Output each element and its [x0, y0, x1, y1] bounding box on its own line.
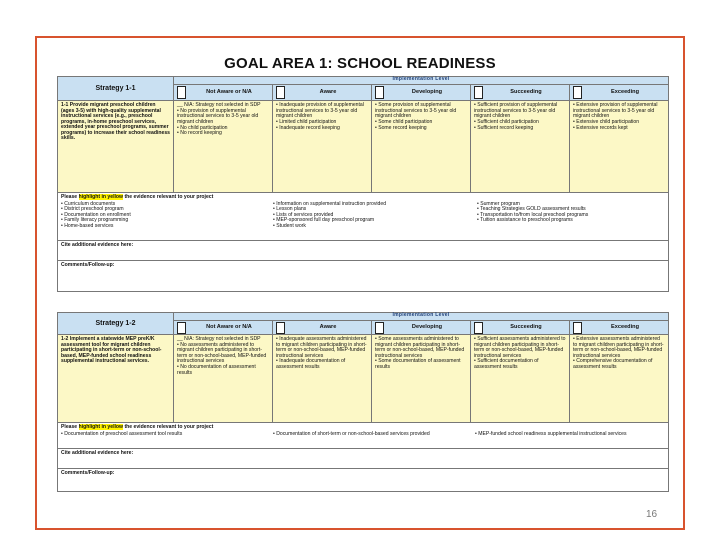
- comments-field[interactable]: Comments/Follow-up:: [61, 262, 115, 268]
- strategy-label: Strategy 1-1: [58, 77, 174, 100]
- rubric-developing: • Some provision of supplemental instructional services to 3-5 year old migrant children • Some child participation • Some record keeping: [372, 101, 471, 192]
- rubric-developing: • Some assessments administered to migrant children participating in short-term or non-school-based, MEP-funded instructional services • Some documentation of assessment results: [372, 335, 471, 422]
- checkbox-icon[interactable]: [573, 322, 582, 334]
- rubric-row: [58, 335, 668, 423]
- strategy-description: 1-1 Provide migrant preschool children (ages 3-5) with high-quality supplemental instructional services (e.g., preschool programs, in-home preschool services, extended year preschool programs, summer programs) to increase their school readiness skills.: [58, 101, 174, 192]
- evidence-instruction: Please highlight in yellow the evidence relevant to your project: [61, 424, 214, 430]
- comments-field[interactable]: Comments/Follow-up:: [61, 470, 115, 476]
- checkbox-icon[interactable]: [474, 86, 483, 99]
- level-aware[interactable]: Aware: [273, 85, 372, 100]
- strategy-description: 1-2 Implement a statewide MEP preK/K assessment tool for migrant children participating in short-term or non-school-based, MEP-funded school readiness supplemental instructional services.: [58, 335, 174, 422]
- rubric-not-aware: __ N/A: Strategy not selected in SDP • No provision of supplemental instructional services to 3-5 year old migrant children • No child participation • No record keeping: [174, 101, 273, 192]
- evidence-instruction: Please highlight in yellow the evidence relevant to your project: [61, 194, 214, 200]
- checkbox-icon[interactable]: [573, 86, 582, 99]
- cite-evidence-field[interactable]: Cite additional evidence here:: [58, 241, 668, 261]
- level-not-aware[interactable]: Not Aware or N/A: [174, 321, 273, 334]
- table-header: [58, 77, 668, 101]
- rubric-aware: • Inadequate provision of supplemental instructional services to 3-5 year old migrant children • Limited child participation • Inadequate record keeping: [273, 101, 372, 192]
- rubric-not-aware: __ N/A: Strategy not selected in SDP • No assessments administered to migrant children participating in short-term or non-school-based, MEP-funded instructional services • No documentation of assessment results: [174, 335, 273, 422]
- level-not-aware[interactable]: Not Aware or N/A: [174, 85, 273, 100]
- rubric-exceeding: • Extensive provision of supplemental instructional services to 3-5 year old migrant children • Extensive child participation • Extensive records kept: [573, 102, 658, 131]
- level-developing[interactable]: Developing: [372, 321, 471, 334]
- level-developing[interactable]: Developing: [372, 85, 471, 100]
- evidence-column[interactable]: • Curriculum documents • District preschool program • Documentation on enrollment • Family literacy programming • Home-based services: [61, 200, 131, 229]
- level-aware[interactable]: Aware: [273, 321, 372, 334]
- checkbox-icon[interactable]: [375, 86, 384, 99]
- table-header: [58, 313, 668, 335]
- strategy-1-1-table: [57, 76, 669, 292]
- level-succeeding[interactable]: Succeeding: [471, 85, 570, 100]
- evidence-section: [58, 423, 668, 449]
- checkbox-icon[interactable]: [474, 322, 483, 334]
- rubric-exceeding: • Extensive assessments administered to migrant children participating in short-term or non-school-based, MEP-funded instructional services • Comprehensive documentation of assessment results: [573, 336, 664, 370]
- level-succeeding[interactable]: Succeeding: [471, 321, 570, 334]
- strategy-1-2-table: [57, 312, 669, 492]
- checkbox-icon[interactable]: [177, 86, 186, 99]
- cite-evidence-field[interactable]: Cite additional evidence here:: [58, 449, 668, 469]
- evidence-column[interactable]: • Summer program • Teaching Strategies GOLD assessment results • Transportation to/from local preschool programs • Tuition assistance to preschool programs: [477, 200, 589, 223]
- evidence-column[interactable]: • MEP-funded school readiness supplemental instructional services: [475, 430, 627, 437]
- level-exceeding[interactable]: Exceeding: [570, 321, 668, 334]
- rubric-succeeding: • Sufficient provision of supplemental instructional services to 3-5 year old migrant children • Sufficient child participation • Sufficient record keeping: [471, 101, 570, 192]
- implementation-level-label: Implementation Level: [174, 313, 668, 321]
- evidence-column[interactable]: • Documentation of preschool assessment tool results: [61, 430, 183, 437]
- rubric-succeeding: • Sufficient assessments administered to migrant children participating in short-term or non-school-based, MEP-funded instructional services • Sufficient documentation of assessment results: [471, 335, 570, 422]
- checkbox-icon[interactable]: [177, 322, 186, 334]
- slide-number: 16: [646, 509, 658, 520]
- rubric-row: [58, 101, 668, 193]
- evidence-column[interactable]: • Documentation of short-term or non-school-based services provided: [273, 430, 430, 437]
- rubric-aware: • Inadequate assessments administered to migrant children participating in short-term or non-school-based, MEP-funded instructional services • Inadequate documentation of assessment results: [273, 335, 372, 422]
- checkbox-icon[interactable]: [375, 322, 384, 334]
- evidence-column[interactable]: • Information on supplemental instruction provided • Lesson plans • Lists of services provided • MEP-sponsored full day preschool program • Student work: [273, 200, 387, 229]
- checkbox-icon[interactable]: [276, 322, 285, 334]
- checkbox-icon[interactable]: [276, 86, 285, 99]
- implementation-level-label: Implementation Level: [174, 77, 668, 85]
- strategy-label: Strategy 1-2: [58, 313, 174, 334]
- page-title: GOAL AREA 1: SCHOOL READINESS: [224, 55, 496, 72]
- level-exceeding[interactable]: Exceeding: [570, 85, 668, 100]
- evidence-section: [58, 193, 668, 241]
